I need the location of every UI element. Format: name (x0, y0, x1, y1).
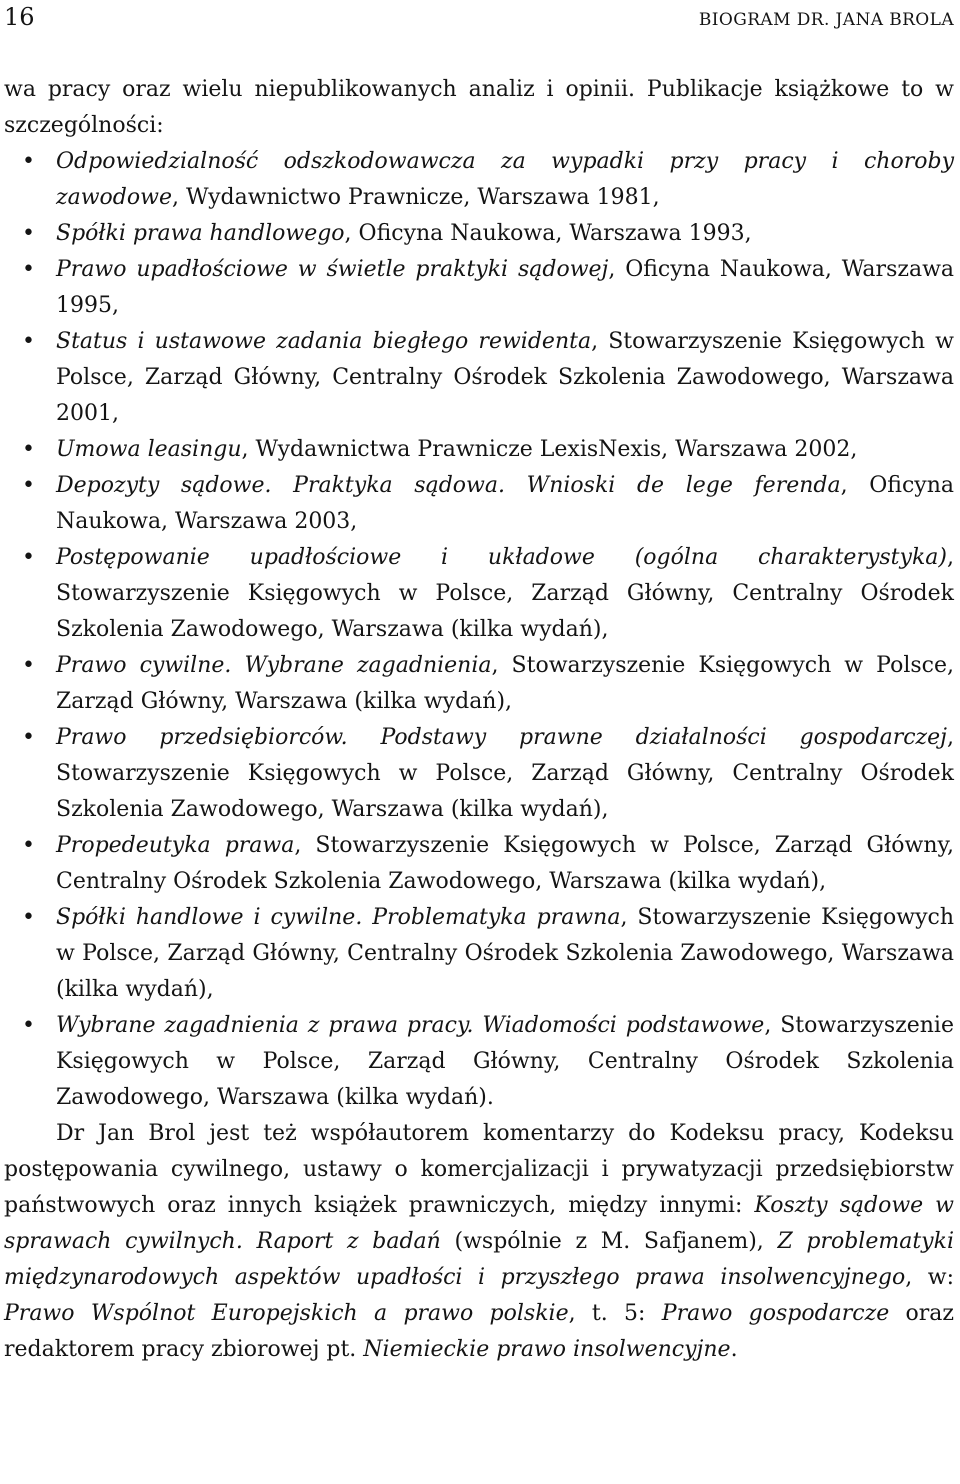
publication-details: , Stowarzyszenie Księgowych w Polsce, Zarząd Główny, Centralny Ośrodek Szkolenia Zawodowego, Warszawa (kilka wydań). (56, 1013, 954, 1110)
page-body (4, 72, 954, 1368)
closing-title: Z problematyki międzynarodowych aspektów upadłości i przyszłego prawa insolwencyjnego (4, 1229, 954, 1290)
bullet-icon: • (22, 545, 35, 570)
closing-text: , w: (905, 1265, 954, 1290)
list-item (4, 540, 954, 648)
bullet-icon: • (22, 653, 35, 678)
publication-details: , Stowarzyszenie Księgowych w Polsce, Zarząd Główny, Centralny Ośrodek Szkolenia Zawodowego, Warszawa (kilka wydań), (56, 545, 954, 642)
publication-details: , Wydawnictwo Prawnicze, Warszawa 1981, (171, 185, 660, 210)
closing-text: (wspólnie z M. Safjanem), (440, 1229, 778, 1254)
publication-details: , Oficyna Naukowa, Warszawa 1993, (344, 221, 752, 246)
publication-title: Prawo upadłościowe w świetle praktyki sądowej (56, 257, 609, 282)
bullet-icon: • (22, 149, 35, 174)
bullet-icon: • (22, 833, 35, 858)
bullet-icon: • (22, 329, 35, 354)
publication-title: Umowa leasingu (56, 437, 242, 462)
publication-details: , Oficyna Naukowa, Warszawa 1995, (56, 257, 955, 318)
publication-title: Prawo przedsiębiorców. Podstawy prawne działalności gospodarczej (56, 725, 947, 750)
bullet-icon: • (22, 1013, 35, 1038)
intro-paragraph: wa pracy oraz wielu niepublikowanych analiz i opinii. Publikacje książkowe to w szczególności: (4, 77, 954, 138)
publication-details: , Stowarzyszenie Księgowych w Polsce, Zarząd Główny, Centralny Ośrodek Szkolenia Zawodowego, Warszawa (kilka wydań), (56, 905, 955, 1002)
closing-title: Prawo gospodarcze (661, 1301, 890, 1326)
bullet-icon: • (22, 905, 35, 930)
bullet-icon: • (22, 257, 35, 282)
list-item (4, 252, 954, 324)
list-item (4, 1008, 954, 1116)
running-head: BIOGRAM DR. JANA BROLA (698, 10, 954, 30)
closing-text: , t. 5: (568, 1301, 662, 1326)
list-item (4, 648, 954, 720)
closing-text: Dr Jan Brol jest też współautorem komentarzy do Kodeksu pracy, Kodeksu postępowania cywilnego, ustawy o komercjalizacji i prywatyzacji przedsiębiorstw państwowych oraz innych książek prawniczych, między innymi: (4, 1121, 954, 1218)
publication-title: Odpowiedzialność odszkodowawcza za wypadki przy pracy i choroby zawodowe (56, 149, 954, 210)
publication-details: , Stowarzyszenie Księgowych w Polsce, Zarząd Główny, Warszawa (kilka wydań), (56, 653, 954, 714)
closing-text: . (730, 1337, 738, 1362)
bullet-icon: • (22, 437, 35, 462)
publication-details: , Stowarzyszenie Księgowych w Polsce, Zarząd Główny, Centralny Ośrodek Szkolenia Zawodowego, Warszawa (kilka wydań), (56, 833, 954, 894)
list-item (4, 828, 954, 900)
page-header (4, 0, 954, 34)
publication-list (4, 144, 954, 1116)
closing-text: oraz redaktorem pracy zbiorowej pt. (4, 1301, 954, 1362)
bullet-icon: • (22, 473, 35, 498)
publication-title: Postępowanie upadłościowe i układowe (ogólna charakterystyka) (56, 545, 947, 570)
list-item (4, 324, 954, 432)
list-item (4, 720, 954, 828)
publication-details: , Stowarzyszenie Księgowych w Polsce, Zarząd Główny, Centralny Ośrodek Szkolenia Zawodowego, Warszawa (kilka wydań), (56, 725, 954, 822)
closing-title: Niemieckie prawo insolwencyjne (363, 1337, 731, 1362)
closing-title: Koszty sądowe w sprawach cywilnych. Raport z badań (4, 1193, 954, 1254)
page-number: 16 (4, 3, 35, 31)
bullet-icon: • (22, 221, 35, 246)
closing-paragraph (4, 1116, 954, 1368)
publication-title: Prawo cywilne. Wybrane zagadnienia (56, 653, 492, 678)
publication-title: Spółki handlowe i cywilne. Problematyka prawna (56, 905, 621, 930)
publication-details: , Stowarzyszenie Księgowych w Polsce, Zarząd Główny, Centralny Ośrodek Szkolenia Zawodowego, Warszawa 2001, (56, 329, 955, 426)
list-item (4, 468, 954, 540)
publication-details: , Oficyna Naukowa, Warszawa 2003, (56, 473, 954, 534)
publication-details: , Wydawnictwa Prawnicze LexisNexis, Warszawa 2002, (241, 437, 858, 462)
closing-title: Prawo Wspólnot Europejskich a prawo polskie (4, 1301, 569, 1326)
publication-title: Spółki prawa handlowego (56, 221, 345, 246)
publication-title: Status i ustawowe zadania biegłego rewidenta (56, 329, 592, 354)
list-item (4, 216, 954, 252)
list-item (4, 144, 954, 216)
publication-title: Wybrane zagadnienia z prawa pracy. Wiadomości podstawowe (56, 1013, 765, 1038)
bullet-icon: • (22, 725, 35, 750)
publication-title: Depozyty sądowe. Praktyka sądowa. Wnioski de lege ferenda (56, 473, 841, 498)
list-item (4, 432, 954, 468)
list-item (4, 900, 954, 1008)
publication-title: Propedeutyka prawa (56, 833, 295, 858)
